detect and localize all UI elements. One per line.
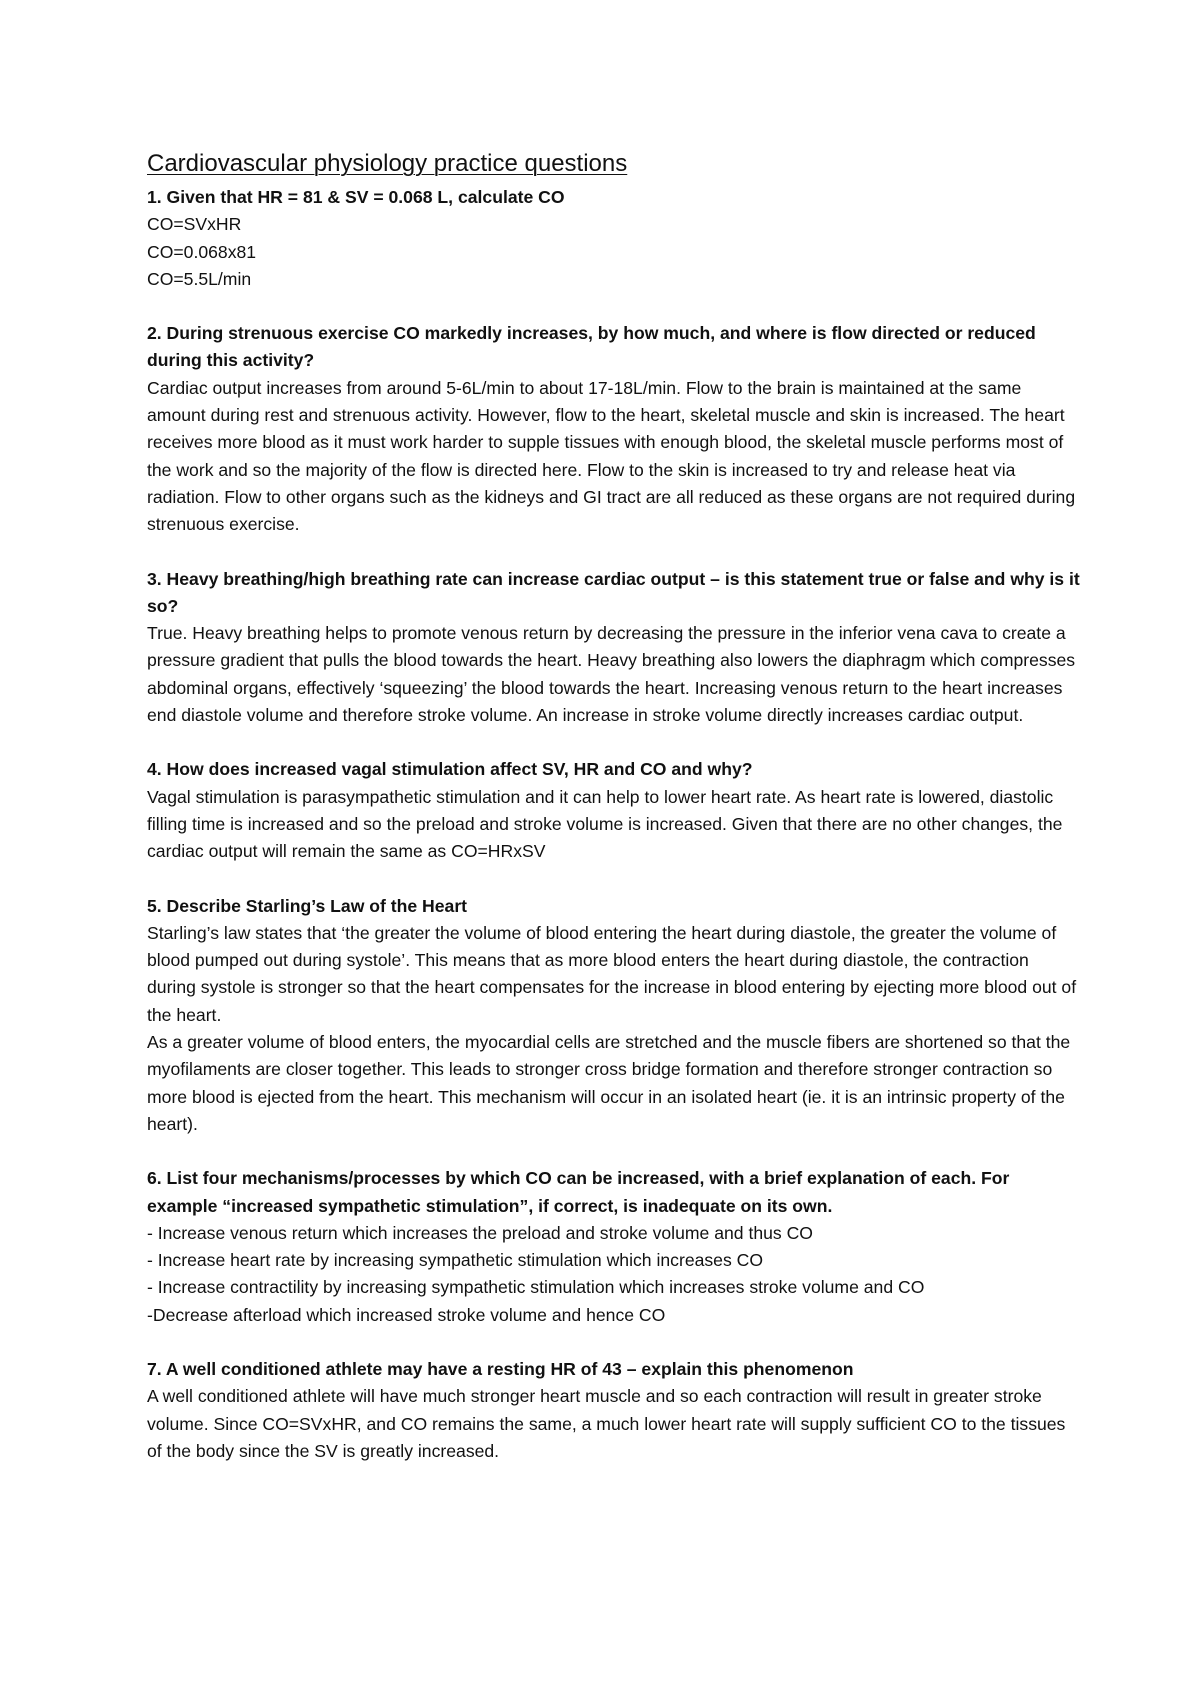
question-1 [147,184,1082,293]
question-5-answer: Starling’s law states that ‘the greater the volume of blood entering the heart during diastole, the greater the volume of blood pumped out during systole’. This means that as more blood enters the heart during diastole, the contraction during systole is stronger so that the heart compensates for the increase in blood entering by ejecting more blood out of the heart. [147,922,1077,1025]
question-4-answer: Vagal stimulation is parasympathetic stimulation and it can help to lower heart rate. As heart rate is lowered, diastolic filling time is increased and so the preload and stroke volume is increased. Given that there are no other changes, the cardiac output will remain the same as CO=HRxSV [147,786,1063,862]
question-3 [147,566,1082,730]
question-1-line-2: CO=0.068x81 [147,241,257,262]
question-4-title: 4. How does increased vagal stimulation affect SV, HR and CO and why? [147,759,753,780]
question-2-answer: Cardiac output increases from around 5-6L/min to about 17-18L/min. Flow to the brain is maintained at the same amount during rest and strenuous activity. However, flow to the heart, skeletal muscle and skin is increased. The heart receives more blood as it must work harder to supple tissues with enough blood, the skeletal muscle performs most of the work and so the majority of the flow is directed here. Flow to the skin is increased to try and release heat via radiation. Flow to other organs such as the kidneys and GI tract are all reduced as these organs are not required during strenuous exercise. [147,377,1076,535]
question-7-answer: A well conditioned athlete will have much stronger heart muscle and so each contraction will result in greater stroke volume. Since CO=SVxHR, and CO remains the same, a much lower heart rate will supply sufficient CO to the tissues of the body since the SV is greatly increased. [147,1386,1066,1461]
question-2 [147,320,1082,538]
question-6-bullet-4: -Decrease afterload which increased stroke volume and hence CO [147,1304,666,1325]
question-1-title: 1. Given that HR = 81 & SV = 0.068 L, calculate CO [147,187,565,207]
question-3-title: 3. Heavy breathing/high breathing rate can increase cardiac output – is this statement true or false and why is it so? [147,568,1080,616]
question-1-line-1: CO=SVxHR [147,214,242,235]
question-7-title: 7. A well conditioned athlete may have a resting HR of 43 – explain this phenomenon [147,1358,854,1379]
question-3-answer: True. Heavy breathing helps to promote venous return by decreasing the pressure in the inferior vena cava to create a pressure gradient that pulls the blood towards the heart. Heavy breathing also lowers the diaphragm which compresses abdominal organs, effectively ‘squeezing’ the blood towards the heart. Increasing venous return to the heart increases end diastole volume and therefore stroke volume. An increase in stroke volume directly increases cardiac output. [147,623,1076,726]
document-title: Cardiovascular physiology practice questions [147,150,628,177]
question-6 [147,1165,1082,1329]
question-6-bullet-1: - Increase venous return which increases the preload and stroke volume and thus CO [147,1222,813,1243]
question-7 [147,1356,1082,1465]
question-6-bullet-2: - Increase heart rate by increasing sympathetic stimulation which increases CO [147,1250,764,1271]
question-1-line-3: CO=5.5L/min [147,268,252,289]
question-5-title: 5. Describe Starling’s Law of the Heart [147,895,468,916]
document-page [147,148,1082,1492]
question-4 [147,756,1082,865]
question-2-title: 2. During strenuous exercise CO markedly increases, by how much, and where is flow directed or reduced during this activity? [147,323,1036,371]
question-6-title: 6. List four mechanisms/processes by which CO can be increased, with a brief explanation of each. For example “increased sympathetic stimulation”, if correct, is inadequate on its own. [147,1168,1010,1216]
question-6-bullet-3: - Increase contractility by increasing sympathetic stimulation which increases stroke volume and CO [147,1277,925,1298]
question-5-answer-continued: As a greater volume of blood enters, the myocardial cells are stretched and the muscle fibers are shortened so that the myofilaments are closer together. This leads to stronger cross bridge formation and therefore stronger contraction so more blood is ejected from the heart. This mechanism will occur in an isolated heart (ie. it is an intrinsic property of the heart). [147,1032,1071,1134]
question-5 [147,893,1082,1139]
